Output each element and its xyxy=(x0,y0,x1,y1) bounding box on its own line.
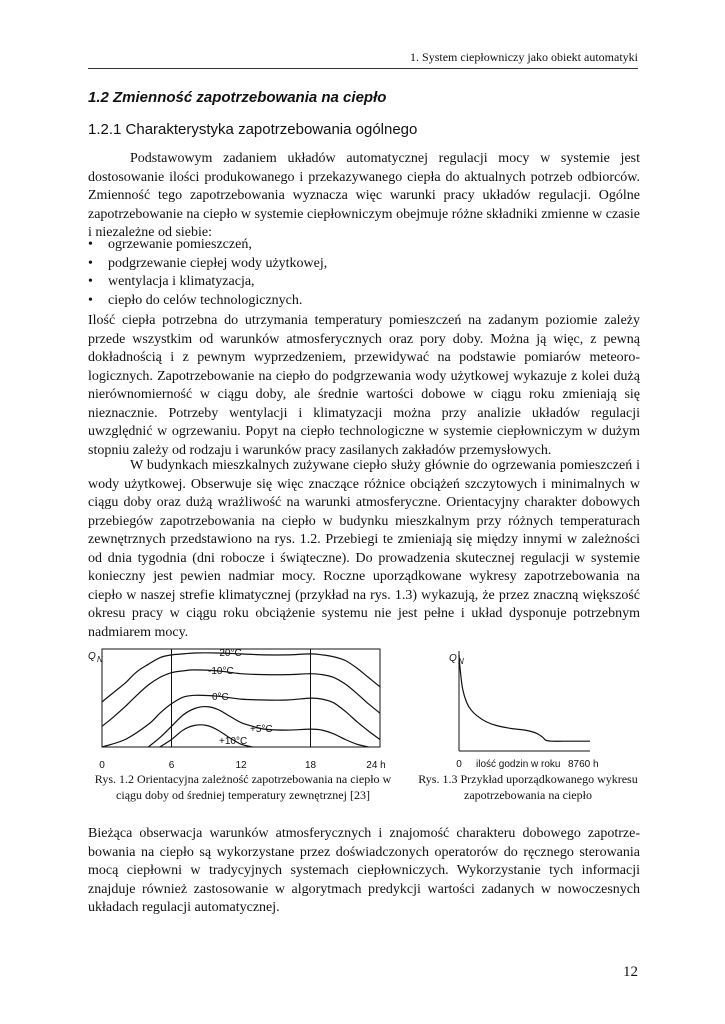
list-item: • ogrzewanie pomieszczeń, xyxy=(88,236,640,255)
series-label-minus20: -20°C xyxy=(216,648,242,659)
list-item: • wentylacja i klimatyzacja, xyxy=(88,273,640,292)
page-number: 12 xyxy=(623,964,638,980)
header-rule xyxy=(88,68,638,69)
y-axis-label-sub: N xyxy=(458,657,464,666)
ordered-demand-curve xyxy=(459,655,590,741)
curve-minus20 xyxy=(102,653,380,702)
bullet-list xyxy=(88,236,640,310)
x-tick-label: 12 xyxy=(235,760,247,771)
series-label-plus10: +10°C xyxy=(219,736,248,747)
x-tick-label: 18 xyxy=(304,760,317,771)
list-item: • podgrzewanie ciepłej wody użytkowej, xyxy=(88,255,640,274)
paragraph-1: Podstawowym zadaniem układów automatycznej regulacji mocy w systemie jest dostosowanie ilości produkowanego i przekazywanego ciepła do aktualnych potrzeb odbiorców. Zmienność tego zapotrzebowania wyznacza więc warunki pracy układów regulacji. Ogólne zapotrzebowanie na ciepło w systemie ciepłowniczym obejmuje różne składniki zmienne w czasie i niezależne od siebie: xyxy=(88,151,640,240)
y-axis-label: Q xyxy=(449,653,457,664)
subsection-title: 1.2.1 Charakterystyka zapotrzebowania ogólnego xyxy=(88,121,418,138)
figure-1-3-chart xyxy=(440,643,645,771)
x-tick-label: 24 h xyxy=(366,760,386,771)
y-axis-label-sub: N xyxy=(97,655,103,664)
paragraph-4: Bieżąca obserwacja warunków atmosferycznych i znajomość charakteru dobowego zapotrze-bowania na ciepło są wykorzystane przez doświadczonych operatorów do ręcznego sterowania mocą ciepłowni w tradycyjnych systemach ciepłowniczych. Wykorzystanie tych informacji znajduje również zastosowanie w algorytmach predykcji wartości zadanych w nowoczesnych układach regulacji automatycznej. xyxy=(88,826,640,915)
x-axis-label: ilość godzin w roku xyxy=(476,759,561,770)
figure-1-3-caption: Rys. 1.3 Przykład uporządkowanego wykresu zapotrzebowania na ciepło xyxy=(418,772,638,802)
series-label-0: 0°C xyxy=(212,692,229,703)
paragraph-2: Ilość ciepła potrzebna do utrzymania temperatury pomieszczeń na zadanym poziomie zależy przede wszystkim od warunków atmosferycznych oraz pory doby. Można ją więc, z pewną dokładnością i z pewnym wyprzedzeniem, przewidywać na podstawie pomiarów meteoro-logicznych. Zapotrzebowanie na ciepło do podgrzewania wody użytkowej wykazuje z kolei dużą nierównomierność w ciągu doby, ale średnie wartości dobowe w ciągu roku zmieniają się nieznacznie. Potrzeby wentylacji i klimatyzacji można przy analizie układów regulacji uwzględnić w ogrzewaniu. Popyt na ciepło technologiczne w systemie ciepłowniczym w dużym stopniu zależy od rodzaju i warunków pracy zasilanych zakładów przemysłowych. xyxy=(88,313,640,458)
paragraph-3: W budynkach mieszkalnych zużywane ciepło służy głównie do ogrzewania pomieszczeń i wody użytkowej. Obserwuje się więc znaczące różnice obciążeń szczytowych i minimalnych w ciągu doby oraz dużą wrażliwość na warunki atmosferyczne. Orientacyjny charakter dobowych przebiegów zapotrzebowania na ciepło w budynku mieszkalnym przy różnych temperaturach zewnętrznych przedstawiono na rys. 1.2. Przebiegi te zmieniają się między innymi w zależności od dnia tygodnia (dni robocze i świąteczne). Do prowadzenia skutecznej regulacji w systemie konieczny jest pewien nadmiar mocy. Roczne uporządkowane wykresy zapotrzebowania na ciepło w naszej strefie klimatycznej (przykład na rys. 1.3) wykazują, że przez znaczną większość okresu pracy w ciągu roku obciążenie systemu nie jest pełne i układ dysponuje potrzebnym nadmiarem mocy. xyxy=(88,458,640,640)
x-tick-label: 0 xyxy=(456,759,462,770)
x-tick-label: 8760 h xyxy=(568,759,599,770)
series-label-plus5: +5°C xyxy=(250,724,273,735)
curve-minus10 xyxy=(102,670,380,726)
y-axis-label: Q xyxy=(88,651,96,662)
x-tick-label: 6 xyxy=(168,760,175,771)
figure-1-2-caption: Rys. 1.2 Orientacyjna zależność zapotrzebowania na ciepło w ciągu doby od średniej temperatury zewnętrznej [23] xyxy=(94,772,392,802)
x-tick-label: 0 xyxy=(99,760,105,771)
series-label-minus10: -10°C xyxy=(208,666,234,677)
figure-1-2-chart xyxy=(88,643,388,771)
plot-frame xyxy=(102,649,380,747)
list-item: • ciepło do celów technologicznych. xyxy=(88,292,640,311)
section-title: 1.2 Zmienność zapotrzebowania na ciepło xyxy=(88,89,387,106)
running-header: 1. System ciepłowniczy jako obiekt automatyki xyxy=(410,50,638,64)
